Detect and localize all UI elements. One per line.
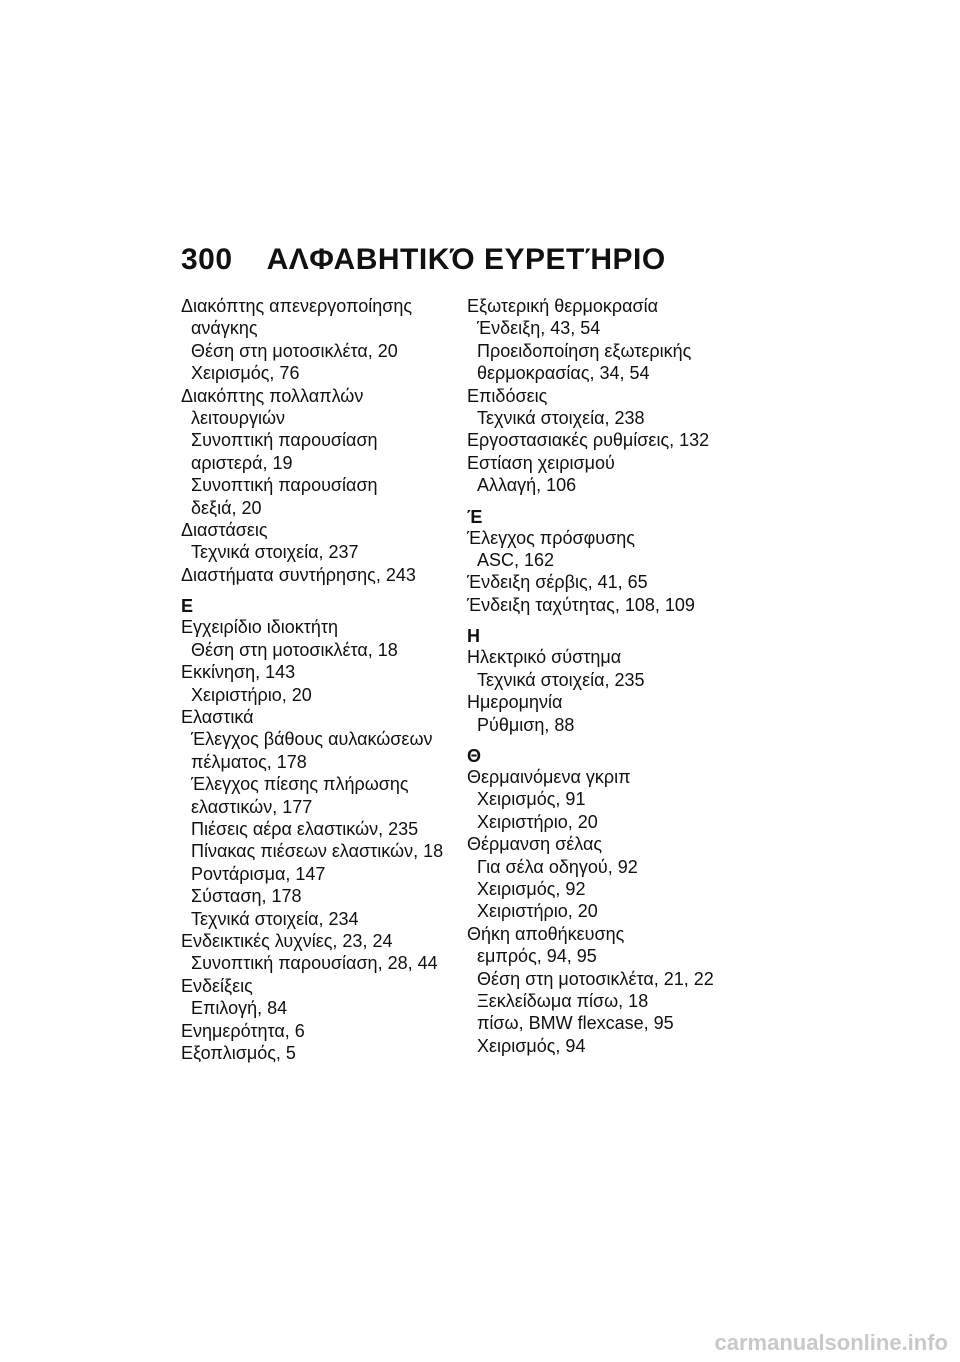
index-subentry: ελαστικών, 177 [191,796,313,817]
index-subentry: Συνοπτική παρουσίαση [191,430,378,451]
index-letter-heading: Η [467,626,480,647]
index-entry: Εργοστασιακές ρυθμίσεις, 132 [467,430,710,451]
page-title: ΑΛΦΑΒΗΤΙΚΌ ΕΥΡΕΤΉΡΙΟ [266,243,666,276]
index-entry: Εγχειρίδιο ιδιοκτήτη [181,617,339,638]
index-entry: Ημερομηνία [467,692,563,713]
index-entry: Διαστήματα συντήρησης, 243 [181,564,416,585]
index-entry: Εστίαση χειρισμού [467,452,615,473]
index-subentry: Τεχνικά στοιχεία, 237 [191,542,359,563]
index-subentry: Συνοπτική παρουσίαση [191,475,378,496]
index-subentry: Τεχνικά στοιχεία, 235 [477,669,645,690]
index-entry: Διακόπτης πολλαπλών [181,385,364,406]
watermark-text: carmanualsonline.info [714,1330,948,1355]
index-subentry: Ρύθμιση, 88 [477,714,575,735]
index-entry: Διαστάσεις [181,520,268,541]
index-subentry: Χειρισμός, 91 [477,789,586,810]
index-subentry: Χειρισμός, 76 [191,363,300,384]
index-entry: Διακόπτης απενεργοποίησης [181,296,413,316]
index-subentry: Επιλογή, 84 [191,998,288,1019]
index-entry: Εξωτερική θερμοκρασία [467,296,659,316]
index-entry: Θερμαινόμενα γκριπ [467,766,631,787]
index-subentry: Πίνακας πιέσεων ελαστικών, 18 [191,841,444,862]
index-entry: Ένδειξη ταχύτητας, 108, 109 [467,594,695,615]
index-subentry: δεξιά, 20 [191,497,262,518]
index-entry: Ενημερότητα, 6 [181,1020,305,1041]
index-letter-heading: Έ [467,506,483,527]
index-subentry: Χειριστήριο, 20 [477,901,598,922]
index-letter-heading: Θ [467,745,482,766]
index-subentry: Χειριστήριο, 20 [191,684,312,705]
index-subentry: Ένδειξη, 43, 54 [477,318,601,339]
index-subentry: αριστερά, 19 [191,452,293,473]
index-subentry: Θέση στη μοτοσικλέτα, 21, 22 [477,968,714,989]
index-subentry: Συνοπτική παρουσίαση, 28, 44 [191,953,438,974]
index-subentry: Προειδοποίηση εξωτερικής [477,340,692,361]
index-entry: Θήκη αποθήκευσης [467,923,625,944]
index-entry: Ενδεικτικές λυχνίες, 23, 24 [181,930,393,951]
index-entry: Ελαστικά [181,706,254,727]
index-subentry: Σύσταση, 178 [191,886,302,907]
index-entry: Ενδείξεις [181,975,253,996]
index-subentry: ανάγκης [191,318,258,339]
index-subentry: ASC, 162 [477,550,555,571]
index-subentry: Πιέσεις αέρα ελαστικών, 235 [191,818,419,839]
index-subentry: Θέση στη μοτοσικλέτα, 18 [191,639,398,660]
index-subentry: Τεχνικά στοιχεία, 234 [191,908,359,929]
index-subentry: Ροντάρισμα, 147 [191,863,326,884]
index-subentry: θερμοκρασίας, 34, 54 [477,363,650,384]
index-subentry: Για σέλα οδηγού, 92 [477,856,638,877]
index-entry: Θέρμανση σέλας [467,834,603,855]
index-subentry: Χειριστήριο, 20 [477,811,598,832]
index-entry: Ένδειξη σέρβις, 41, 65 [467,572,648,593]
index-entry: Έλεγχος πρόσφυσης [467,527,635,548]
index-entry: Επιδόσεις [467,385,548,406]
index-letter-heading: Ε [181,596,194,617]
index-entry: Ηλεκτρικό σύστημα [467,647,622,668]
index-entry: Εξοπλισμός, 5 [181,1043,296,1063]
page-header [181,243,666,277]
index-subentry: Θέση στη μοτοσικλέτα, 20 [191,340,398,361]
index-subentry: πέλματος, 178 [191,751,307,772]
index-subentry: εμπρός, 94, 95 [477,946,597,967]
index-entry: Εκκίνηση, 143 [181,662,296,683]
index-subentry: Ξεκλείδωμα πίσω, 18 [477,990,649,1011]
index-subentry: Έλεγχος πίεσης πλήρωσης [191,774,409,795]
index-subentry: Τεχνικά στοιχεία, 238 [477,408,645,429]
index-column-left [181,295,443,1064]
index-subentry: Αλλαγή, 106 [477,475,577,496]
index-subentry: Χειρισμός, 92 [477,878,586,899]
index-subentry: Έλεγχος βάθους αυλακώσεων [191,729,433,750]
index-subentry: Χειρισμός, 94 [477,1035,586,1056]
index-subentry: λειτουργιών [191,408,286,429]
index-subentry: πίσω, BMW flexcase, 95 [477,1013,674,1034]
index-column-right [467,295,714,1057]
page-number: 300 [181,243,233,276]
